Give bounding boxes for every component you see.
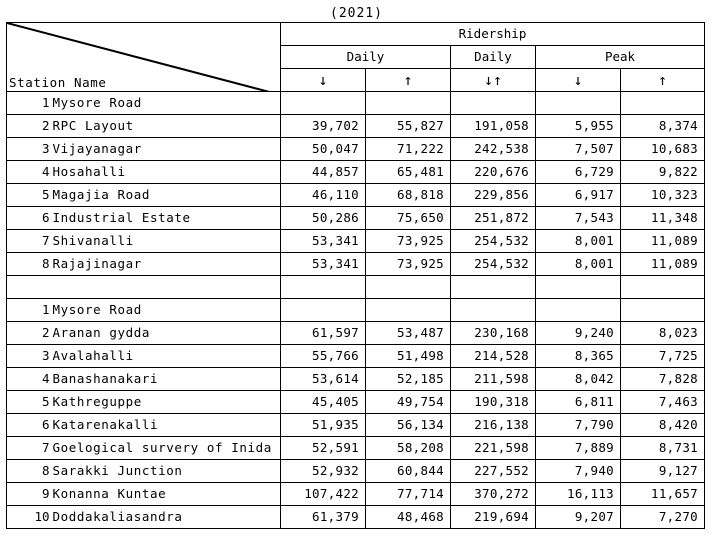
station-name: Doddakaliasandra	[51, 506, 281, 529]
table-row	[7, 92, 705, 115]
daily-total-value: 254,532	[451, 253, 536, 276]
daily-up-value: 73,925	[366, 230, 451, 253]
daily-up-value: 65,481	[366, 161, 451, 184]
peak-down-arrow: ↓	[536, 69, 621, 92]
daily-total-value: 191,058	[451, 115, 536, 138]
daily-up-value: 53,487	[366, 322, 451, 345]
station-number: 4	[7, 368, 51, 391]
station-name: Avalahalli	[51, 345, 281, 368]
table-row	[7, 299, 705, 322]
peak-up-arrow: ↑	[621, 69, 705, 92]
peak-down-value: 6,811	[536, 391, 621, 414]
daily-up-value: 48,468	[366, 506, 451, 529]
daily-header: Daily	[281, 46, 451, 69]
table-row	[7, 368, 705, 391]
peak-down-value: 7,940	[536, 460, 621, 483]
spacer-cell	[536, 276, 621, 299]
station-name: Industrial Estate	[51, 207, 281, 230]
daily-total-value: 370,272	[451, 483, 536, 506]
peak-down-value: 8,001	[536, 230, 621, 253]
station-name: Vijayanagar	[51, 138, 281, 161]
daily-total-value: 214,528	[451, 345, 536, 368]
daily-total-value: 229,856	[451, 184, 536, 207]
peak-up-value: 7,828	[621, 368, 705, 391]
header-row-1	[7, 23, 705, 46]
daily-down-value: 51,935	[281, 414, 366, 437]
peak-down-value: 9,240	[536, 322, 621, 345]
section-spacer-row	[7, 276, 705, 299]
daily-total-value: 251,872	[451, 207, 536, 230]
table-row	[7, 437, 705, 460]
station-name: Rajajinagar	[51, 253, 281, 276]
ridership-table	[6, 22, 705, 529]
daily-down-value: 52,932	[281, 460, 366, 483]
peak-up-value: 8,420	[621, 414, 705, 437]
station-number: 1	[7, 92, 51, 115]
table-row	[7, 483, 705, 506]
peak-up-value: 7,270	[621, 506, 705, 529]
station-number: 9	[7, 483, 51, 506]
table-row	[7, 138, 705, 161]
station-name: Magajia Road	[51, 184, 281, 207]
table-row	[7, 207, 705, 230]
daily-up-value: 77,714	[366, 483, 451, 506]
daily-up-value: 68,818	[366, 184, 451, 207]
daily-up-value: 58,208	[366, 437, 451, 460]
station-name: Aranan gydda	[51, 322, 281, 345]
station-number: 5	[7, 184, 51, 207]
station-number: 5	[7, 391, 51, 414]
daily-down-value: 45,405	[281, 391, 366, 414]
peak-down-value: 7,790	[536, 414, 621, 437]
daily-up-value: 60,844	[366, 460, 451, 483]
station-number: 10	[7, 506, 51, 529]
daily-total-value: 211,598	[451, 368, 536, 391]
daily-up-arrow: ↑	[366, 69, 451, 92]
station-name: Goelogical survery of Inida	[51, 437, 281, 460]
spacer-cell	[621, 276, 705, 299]
peak-up-value: 9,127	[621, 460, 705, 483]
daily-up-value	[366, 92, 451, 115]
daily-down-value: 52,591	[281, 437, 366, 460]
station-name: Mysore Road	[51, 92, 281, 115]
station-name: Shivanalli	[51, 230, 281, 253]
peak-down-value: 9,207	[536, 506, 621, 529]
daily-up-value	[366, 299, 451, 322]
spacer-cell	[451, 276, 536, 299]
station-number: 7	[7, 437, 51, 460]
daily-total-header: Daily	[451, 46, 536, 69]
peak-down-value: 8,042	[536, 368, 621, 391]
spacer-cell	[281, 276, 366, 299]
table-row	[7, 230, 705, 253]
station-name: Hosahalli	[51, 161, 281, 184]
peak-up-value: 8,374	[621, 115, 705, 138]
daily-down-value: 53,341	[281, 253, 366, 276]
peak-down-value	[536, 92, 621, 115]
daily-up-value: 55,827	[366, 115, 451, 138]
peak-down-value: 5,955	[536, 115, 621, 138]
peak-up-value: 11,089	[621, 253, 705, 276]
station-name-header: Station Name	[9, 75, 107, 90]
daily-down-arrow: ↓	[281, 69, 366, 92]
station-name: RPC Layout	[51, 115, 281, 138]
spacer-cell	[366, 276, 451, 299]
peak-down-value: 7,507	[536, 138, 621, 161]
station-name: Katarenakalli	[51, 414, 281, 437]
table-row	[7, 253, 705, 276]
daily-up-value: 75,650	[366, 207, 451, 230]
daily-down-value: 53,341	[281, 230, 366, 253]
peak-down-value: 6,917	[536, 184, 621, 207]
daily-up-value: 56,134	[366, 414, 451, 437]
daily-up-value: 71,222	[366, 138, 451, 161]
daily-up-value: 52,185	[366, 368, 451, 391]
daily-down-value	[281, 92, 366, 115]
daily-total-value: 219,694	[451, 506, 536, 529]
daily-down-value: 61,379	[281, 506, 366, 529]
daily-both-arrow: ↓↑	[451, 69, 536, 92]
daily-down-value: 46,110	[281, 184, 366, 207]
table-row	[7, 345, 705, 368]
spacer-cell	[7, 276, 281, 299]
peak-down-value: 7,889	[536, 437, 621, 460]
station-number: 2	[7, 115, 51, 138]
daily-total-value: 242,538	[451, 138, 536, 161]
daily-up-value: 51,498	[366, 345, 451, 368]
peak-up-value: 10,683	[621, 138, 705, 161]
peak-down-value: 8,365	[536, 345, 621, 368]
daily-total-value	[451, 92, 536, 115]
table-row	[7, 115, 705, 138]
station-number: 3	[7, 345, 51, 368]
daily-down-value: 39,702	[281, 115, 366, 138]
daily-down-value: 107,422	[281, 483, 366, 506]
peak-down-value: 6,729	[536, 161, 621, 184]
station-number: 8	[7, 253, 51, 276]
daily-up-value: 73,925	[366, 253, 451, 276]
daily-down-value: 53,614	[281, 368, 366, 391]
station-name: Konanna Kuntae	[51, 483, 281, 506]
station-number: 6	[7, 207, 51, 230]
table-row	[7, 506, 705, 529]
daily-down-value: 55,766	[281, 345, 366, 368]
peak-down-value	[536, 299, 621, 322]
daily-down-value: 50,047	[281, 138, 366, 161]
station-name: Mysore Road	[51, 299, 281, 322]
peak-up-value: 11,657	[621, 483, 705, 506]
peak-up-value: 7,463	[621, 391, 705, 414]
station-number: 8	[7, 460, 51, 483]
daily-up-value: 49,754	[366, 391, 451, 414]
table-body	[7, 23, 705, 529]
table-row	[7, 391, 705, 414]
table-row	[7, 460, 705, 483]
peak-up-value: 7,725	[621, 345, 705, 368]
daily-total-value: 254,532	[451, 230, 536, 253]
table-row	[7, 184, 705, 207]
station-number: 1	[7, 299, 51, 322]
peak-up-value: 9,822	[621, 161, 705, 184]
peak-down-value: 16,113	[536, 483, 621, 506]
daily-down-value	[281, 299, 366, 322]
daily-total-value: 230,168	[451, 322, 536, 345]
station-number: 7	[7, 230, 51, 253]
peak-up-value: 11,089	[621, 230, 705, 253]
station-number: 3	[7, 138, 51, 161]
daily-down-value: 61,597	[281, 322, 366, 345]
station-name: Sarakki Junction	[51, 460, 281, 483]
peak-up-value: 8,023	[621, 322, 705, 345]
station-number: 4	[7, 161, 51, 184]
peak-up-value: 11,348	[621, 207, 705, 230]
table-row	[7, 414, 705, 437]
daily-total-value: 190,318	[451, 391, 536, 414]
station-name: Kathreguppe	[51, 391, 281, 414]
peak-down-value: 8,001	[536, 253, 621, 276]
peak-down-value: 7,543	[536, 207, 621, 230]
ridership-header: Ridership	[281, 23, 705, 46]
daily-total-value	[451, 299, 536, 322]
daily-total-value: 221,598	[451, 437, 536, 460]
daily-total-value: 220,676	[451, 161, 536, 184]
peak-up-value	[621, 92, 705, 115]
peak-up-value: 8,731	[621, 437, 705, 460]
daily-total-value: 227,552	[451, 460, 536, 483]
daily-down-value: 50,286	[281, 207, 366, 230]
station-number: 2	[7, 322, 51, 345]
peak-up-value: 10,323	[621, 184, 705, 207]
peak-header: Peak	[536, 46, 705, 69]
table-row	[7, 322, 705, 345]
daily-down-value: 44,857	[281, 161, 366, 184]
table-row	[7, 161, 705, 184]
station-name: Banashanakari	[51, 368, 281, 391]
station-number: 6	[7, 414, 51, 437]
corner-header-cell	[7, 23, 281, 92]
daily-total-value: 216,138	[451, 414, 536, 437]
peak-up-value	[621, 299, 705, 322]
table-caption: (2021)	[330, 6, 383, 21]
